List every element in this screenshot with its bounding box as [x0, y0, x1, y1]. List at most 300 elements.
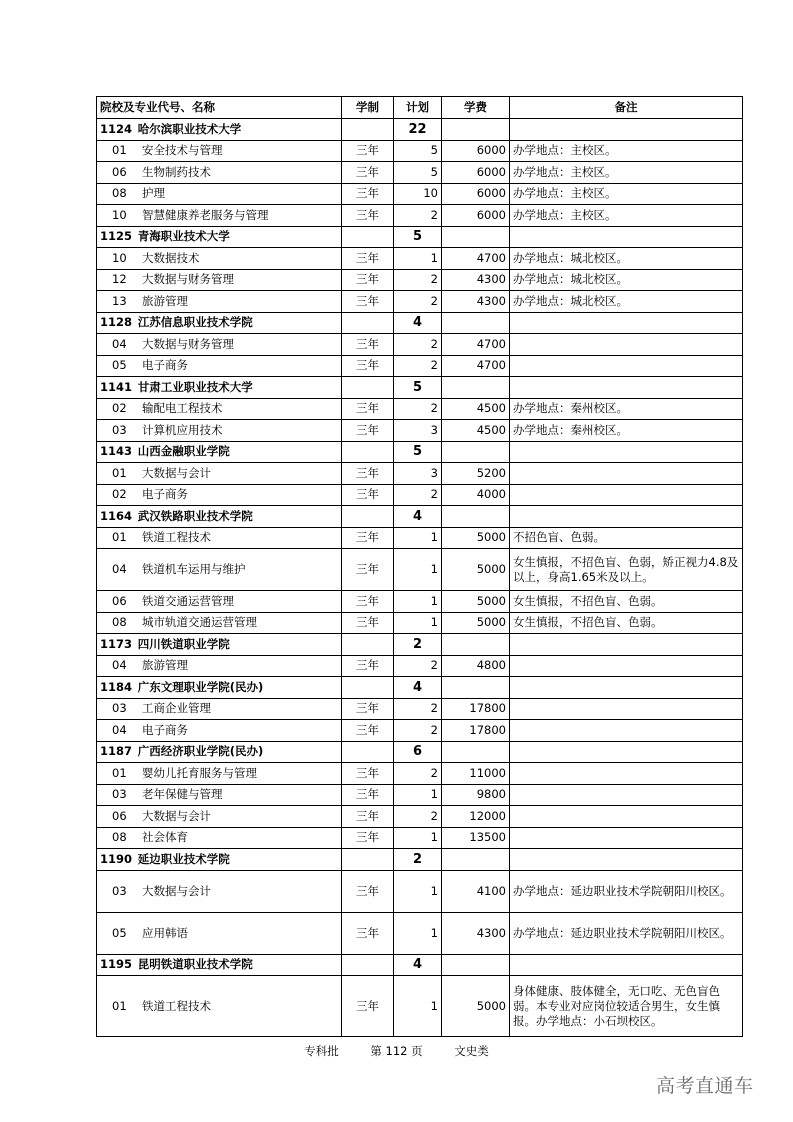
- major-name: 社会体育: [142, 830, 188, 845]
- school-duration-cell: [342, 226, 394, 248]
- school-name: 武汉铁路职业技术学院: [137, 508, 253, 523]
- school-note-cell: [510, 954, 743, 976]
- school-duration-cell: [342, 954, 394, 976]
- major-note: 办学地点：主校区。: [510, 140, 743, 162]
- school-name: 广东文理职业学院(民办): [137, 679, 264, 694]
- school-fee-cell: [442, 954, 510, 976]
- school-name: 山西金融职业学院: [137, 444, 230, 459]
- major-name: 大数据与财务管理: [142, 272, 234, 287]
- major-name-cell: [97, 162, 342, 184]
- major-fee: 6000: [442, 205, 510, 227]
- major-note: 办学地点：延边职业技术学院朝阳川校区。: [510, 870, 743, 912]
- school-code: 1124: [100, 121, 133, 136]
- major-note: 办学地点：城北校区。: [510, 291, 743, 313]
- major-row: [97, 976, 743, 1037]
- major-name: 智慧健康养老服务与管理: [142, 207, 269, 222]
- school-name-cell: [97, 377, 342, 399]
- major-fee: 5000: [442, 591, 510, 613]
- major-row: [97, 720, 743, 742]
- school-duration-cell: [342, 377, 394, 399]
- major-name-cell: [97, 183, 342, 205]
- major-fee: 4300: [442, 291, 510, 313]
- school-duration-cell: [342, 634, 394, 656]
- major-plan: 2: [394, 763, 442, 785]
- major-row: [97, 183, 743, 205]
- major-note: [510, 655, 743, 677]
- major-row: [97, 870, 743, 912]
- major-duration: 三年: [342, 463, 394, 485]
- major-code: 03: [112, 883, 127, 898]
- major-name-cell: [97, 484, 342, 506]
- major-plan: 2: [394, 398, 442, 420]
- major-row: [97, 248, 743, 270]
- header-note: 备注: [510, 97, 743, 119]
- major-name: 铁道工程技术: [142, 998, 211, 1013]
- school-note-cell: [510, 849, 743, 871]
- major-code: 03: [112, 787, 127, 802]
- major-name-cell: [97, 591, 342, 613]
- major-fee: 12000: [442, 806, 510, 828]
- major-name: 旅游管理: [142, 293, 188, 308]
- major-fee: 5000: [442, 527, 510, 549]
- major-duration: 三年: [342, 484, 394, 506]
- major-note: [510, 463, 743, 485]
- school-fee-cell: [442, 119, 510, 141]
- school-fee-cell: [442, 226, 510, 248]
- major-code: 06: [112, 164, 127, 179]
- header-fee: 学费: [442, 97, 510, 119]
- major-code: 10: [112, 250, 127, 265]
- major-row: [97, 827, 743, 849]
- major-fee: 17800: [442, 698, 510, 720]
- major-name-cell: [97, 398, 342, 420]
- school-name-cell: [97, 119, 342, 141]
- major-code: 05: [112, 358, 127, 373]
- school-fee-cell: [442, 377, 510, 399]
- major-note: 不招色盲、色弱。: [510, 527, 743, 549]
- major-fee: 4800: [442, 655, 510, 677]
- major-note: [510, 763, 743, 785]
- major-name-cell: [97, 784, 342, 806]
- major-code: 03: [112, 422, 127, 437]
- school-duration-cell: [342, 506, 394, 528]
- school-fee-cell: [442, 506, 510, 528]
- school-duration-cell: [342, 441, 394, 463]
- major-row: [97, 591, 743, 613]
- major-fee: 4300: [442, 912, 510, 954]
- major-row: [97, 784, 743, 806]
- major-note: 办学地点：延边职业技术学院朝阳川校区。: [510, 912, 743, 954]
- major-row: [97, 334, 743, 356]
- major-fee: 4700: [442, 334, 510, 356]
- major-row: [97, 269, 743, 291]
- major-note: 办学地点：秦州校区。: [510, 420, 743, 442]
- major-note: [510, 827, 743, 849]
- major-code: 08: [112, 830, 127, 845]
- major-name-cell: [97, 720, 342, 742]
- school-note-cell: [510, 741, 743, 763]
- major-duration: 三年: [342, 355, 394, 377]
- major-row: [97, 463, 743, 485]
- major-row: [97, 398, 743, 420]
- major-code: 01: [112, 143, 127, 158]
- school-fee-cell: [442, 441, 510, 463]
- major-name: 大数据与会计: [142, 465, 211, 480]
- major-plan: 2: [394, 698, 442, 720]
- major-name: 大数据技术: [142, 250, 200, 265]
- footer-batch: 专科批: [304, 1044, 339, 1058]
- major-note: 办学地点：主校区。: [510, 205, 743, 227]
- major-code: 04: [112, 562, 127, 576]
- major-name: 电子商务: [142, 722, 188, 737]
- major-plan: 2: [394, 484, 442, 506]
- major-note: 办学地点：秦州校区。: [510, 398, 743, 420]
- major-fee: 4700: [442, 248, 510, 270]
- major-duration: 三年: [342, 976, 394, 1037]
- school-code: 1190: [100, 851, 133, 866]
- major-plan: 2: [394, 355, 442, 377]
- major-duration: 三年: [342, 827, 394, 849]
- school-code: 1128: [100, 315, 133, 330]
- major-note: 女生慎报，不招色盲、色弱。: [510, 612, 743, 634]
- major-fee: 5000: [442, 976, 510, 1037]
- major-note: 女生慎报，不招色盲、色弱，矫正视力4.8及以上，身高1.65米及以上。: [510, 549, 743, 591]
- school-plan-total: 4: [394, 312, 442, 334]
- major-fee: 4100: [442, 870, 510, 912]
- school-name-cell: [97, 677, 342, 699]
- major-plan: 5: [394, 140, 442, 162]
- major-name: 护理: [142, 186, 165, 201]
- major-plan: 2: [394, 655, 442, 677]
- table-header-row: [97, 97, 743, 119]
- major-fee: 5000: [442, 612, 510, 634]
- major-name-cell: [97, 612, 342, 634]
- admission-plan-table: [96, 96, 743, 1037]
- school-name-cell: [97, 954, 342, 976]
- major-name: 旅游管理: [142, 658, 188, 673]
- major-row: [97, 655, 743, 677]
- school-plan-total: 5: [394, 377, 442, 399]
- major-name: 输配电工程技术: [142, 401, 223, 416]
- major-plan: 2: [394, 806, 442, 828]
- major-note: 女生慎报，不招色盲、色弱。: [510, 591, 743, 613]
- major-row: [97, 291, 743, 313]
- major-fee: 4500: [442, 398, 510, 420]
- major-row: [97, 612, 743, 634]
- major-name-cell: [97, 655, 342, 677]
- school-name-cell: [97, 441, 342, 463]
- school-fee-cell: [442, 677, 510, 699]
- page-footer: [0, 1043, 793, 1059]
- major-fee: 4500: [442, 420, 510, 442]
- major-plan: 1: [394, 784, 442, 806]
- major-plan: 2: [394, 205, 442, 227]
- header-duration: 学制: [342, 97, 394, 119]
- major-name: 工商企业管理: [142, 701, 211, 716]
- major-name: 铁道工程技术: [142, 530, 211, 545]
- major-duration: 三年: [342, 549, 394, 591]
- major-note: [510, 355, 743, 377]
- major-plan: 1: [394, 527, 442, 549]
- major-plan: 2: [394, 291, 442, 313]
- major-note: [510, 484, 743, 506]
- major-row: [97, 806, 743, 828]
- major-row: [97, 162, 743, 184]
- school-name: 甘肃工业职业技术大学: [137, 379, 253, 394]
- major-name: 大数据与会计: [142, 808, 211, 823]
- major-name: 安全技术与管理: [142, 143, 223, 158]
- school-row: [97, 312, 743, 334]
- major-name: 大数据与会计: [142, 883, 211, 898]
- school-duration-cell: [342, 312, 394, 334]
- major-plan: 1: [394, 976, 442, 1037]
- major-code: 01: [112, 765, 127, 780]
- major-name: 计算机应用技术: [142, 422, 223, 437]
- major-plan: 2: [394, 269, 442, 291]
- school-note-cell: [510, 506, 743, 528]
- major-row: [97, 484, 743, 506]
- major-code: 06: [112, 808, 127, 823]
- major-fee: 5200: [442, 463, 510, 485]
- major-name-cell: [97, 355, 342, 377]
- major-fee: 4300: [442, 269, 510, 291]
- major-fee: 4700: [442, 355, 510, 377]
- school-note-cell: [510, 119, 743, 141]
- school-note-cell: [510, 226, 743, 248]
- major-name: 大数据与财务管理: [142, 336, 234, 351]
- major-name-cell: [97, 291, 342, 313]
- major-duration: 三年: [342, 806, 394, 828]
- school-name: 广西经济职业学院(民办): [137, 744, 264, 759]
- major-row: [97, 355, 743, 377]
- major-fee: 11000: [442, 763, 510, 785]
- major-note: 身体健康、肢体健全，无口吃、无色盲色弱。本专业对应岗位较适合男生，女生慎报。办学地点：小石坝校区。: [510, 976, 743, 1037]
- major-name-cell: [97, 527, 342, 549]
- major-code: 10: [112, 207, 127, 222]
- major-note: 办学地点：城北校区。: [510, 269, 743, 291]
- school-plan-total: 4: [394, 506, 442, 528]
- major-duration: 三年: [342, 291, 394, 313]
- major-name-cell: [97, 763, 342, 785]
- school-name-cell: [97, 634, 342, 656]
- major-row: [97, 527, 743, 549]
- major-code: 01: [112, 530, 127, 545]
- school-plan-total: 5: [394, 441, 442, 463]
- school-note-cell: [510, 634, 743, 656]
- major-name-cell: [97, 205, 342, 227]
- school-plan-total: 4: [394, 677, 442, 699]
- school-duration-cell: [342, 677, 394, 699]
- major-fee: 6000: [442, 162, 510, 184]
- major-row: [97, 549, 743, 591]
- school-name: 青海职业技术大学: [137, 229, 230, 244]
- major-note: [510, 784, 743, 806]
- school-name: 四川铁道职业学院: [137, 636, 230, 651]
- major-plan: 1: [394, 827, 442, 849]
- major-name-cell: [97, 870, 342, 912]
- major-code: 05: [112, 925, 127, 940]
- major-fee: 13500: [442, 827, 510, 849]
- major-name-cell: [97, 140, 342, 162]
- major-name-cell: [97, 976, 342, 1037]
- major-code: 01: [112, 998, 127, 1013]
- major-plan: 10: [394, 183, 442, 205]
- major-code: 03: [112, 701, 127, 716]
- major-name: 生物制药技术: [142, 164, 211, 179]
- major-row: [97, 698, 743, 720]
- major-duration: 三年: [342, 784, 394, 806]
- school-row: [97, 677, 743, 699]
- major-fee: 9800: [442, 784, 510, 806]
- school-code: 1143: [100, 444, 133, 459]
- major-name: 城市轨道交通运营管理: [142, 615, 257, 630]
- school-name-cell: [97, 741, 342, 763]
- major-duration: 三年: [342, 140, 394, 162]
- major-plan: 1: [394, 549, 442, 591]
- major-plan: 1: [394, 248, 442, 270]
- major-name: 电子商务: [142, 487, 188, 502]
- major-duration: 三年: [342, 527, 394, 549]
- table-body: [97, 119, 743, 1037]
- major-plan: 1: [394, 591, 442, 613]
- major-code: 02: [112, 487, 127, 502]
- school-duration-cell: [342, 741, 394, 763]
- major-code: 04: [112, 722, 127, 737]
- school-fee-cell: [442, 312, 510, 334]
- school-row: [97, 849, 743, 871]
- major-name-cell: [97, 806, 342, 828]
- major-name-cell: [97, 334, 342, 356]
- major-row: [97, 912, 743, 954]
- school-duration-cell: [342, 849, 394, 871]
- major-plan: 3: [394, 420, 442, 442]
- major-code: 01: [112, 465, 127, 480]
- major-name-cell: [97, 248, 342, 270]
- school-row: [97, 634, 743, 656]
- major-duration: 三年: [342, 162, 394, 184]
- major-fee: 17800: [442, 720, 510, 742]
- major-duration: 三年: [342, 655, 394, 677]
- major-name-cell: [97, 463, 342, 485]
- major-name: 铁道交通运营管理: [142, 593, 234, 608]
- major-plan: 2: [394, 334, 442, 356]
- school-fee-cell: [442, 634, 510, 656]
- major-row: [97, 763, 743, 785]
- header-name: 院校及专业代号、名称: [97, 97, 342, 119]
- major-duration: 三年: [342, 912, 394, 954]
- major-name-cell: [97, 420, 342, 442]
- school-row: [97, 954, 743, 976]
- school-code: 1173: [100, 636, 133, 651]
- school-plan-total: 2: [394, 634, 442, 656]
- major-name: 婴幼儿托育服务与管理: [142, 765, 257, 780]
- major-code: 08: [112, 615, 127, 630]
- major-note: 办学地点：城北校区。: [510, 248, 743, 270]
- major-name: 铁道机车运用与维护: [142, 562, 246, 576]
- school-plan-total: 2: [394, 849, 442, 871]
- school-name: 江苏信息职业技术学院: [137, 315, 253, 330]
- school-duration-cell: [342, 119, 394, 141]
- school-fee-cell: [442, 849, 510, 871]
- major-duration: 三年: [342, 763, 394, 785]
- school-name: 延边职业技术学院: [137, 851, 230, 866]
- major-note: [510, 698, 743, 720]
- major-duration: 三年: [342, 398, 394, 420]
- school-code: 1125: [100, 229, 133, 244]
- major-duration: 三年: [342, 420, 394, 442]
- school-code: 1195: [100, 957, 133, 972]
- major-fee: 6000: [442, 140, 510, 162]
- major-duration: 三年: [342, 205, 394, 227]
- school-name: 昆明铁道职业技术学院: [137, 957, 253, 972]
- watermark-text: 高考直通车: [656, 1075, 754, 1097]
- school-note-cell: [510, 377, 743, 399]
- school-row: [97, 741, 743, 763]
- major-duration: 三年: [342, 248, 394, 270]
- major-code: 02: [112, 401, 127, 416]
- major-duration: 三年: [342, 720, 394, 742]
- major-code: 04: [112, 658, 127, 673]
- school-row: [97, 441, 743, 463]
- major-duration: 三年: [342, 269, 394, 291]
- major-code: 08: [112, 186, 127, 201]
- major-note: 办学地点：主校区。: [510, 162, 743, 184]
- major-name-cell: [97, 269, 342, 291]
- footer-page-number: 第 112 页: [370, 1044, 423, 1058]
- major-plan: 1: [394, 612, 442, 634]
- major-plan: 5: [394, 162, 442, 184]
- school-plan-total: 4: [394, 954, 442, 976]
- major-note: [510, 334, 743, 356]
- major-code: 06: [112, 593, 127, 608]
- footer-category: 文史类: [454, 1044, 489, 1058]
- major-fee: 5000: [442, 549, 510, 591]
- major-duration: 三年: [342, 698, 394, 720]
- major-fee: 6000: [442, 183, 510, 205]
- school-name-cell: [97, 849, 342, 871]
- major-row: [97, 140, 743, 162]
- major-code: 13: [112, 293, 127, 308]
- school-name-cell: [97, 226, 342, 248]
- major-duration: 三年: [342, 870, 394, 912]
- major-fee: 4000: [442, 484, 510, 506]
- major-name-cell: [97, 698, 342, 720]
- school-note-cell: [510, 312, 743, 334]
- school-fee-cell: [442, 741, 510, 763]
- school-code: 1184: [100, 679, 133, 694]
- school-name: 哈尔滨职业技术大学: [137, 121, 242, 136]
- major-name: 老年保健与管理: [142, 787, 223, 802]
- school-plan-total: 22: [394, 119, 442, 141]
- major-plan: 2: [394, 720, 442, 742]
- major-code: 04: [112, 336, 127, 351]
- school-note-cell: [510, 677, 743, 699]
- major-plan: 3: [394, 463, 442, 485]
- major-name-cell: [97, 827, 342, 849]
- major-name-cell: [97, 549, 342, 591]
- major-note: [510, 806, 743, 828]
- school-row: [97, 377, 743, 399]
- major-row: [97, 205, 743, 227]
- major-row: [97, 420, 743, 442]
- major-code: 12: [112, 272, 127, 287]
- major-duration: 三年: [342, 591, 394, 613]
- school-plan-total: 5: [394, 226, 442, 248]
- major-duration: 三年: [342, 612, 394, 634]
- school-code: 1164: [100, 508, 133, 523]
- major-plan: 1: [394, 912, 442, 954]
- school-plan-total: 6: [394, 741, 442, 763]
